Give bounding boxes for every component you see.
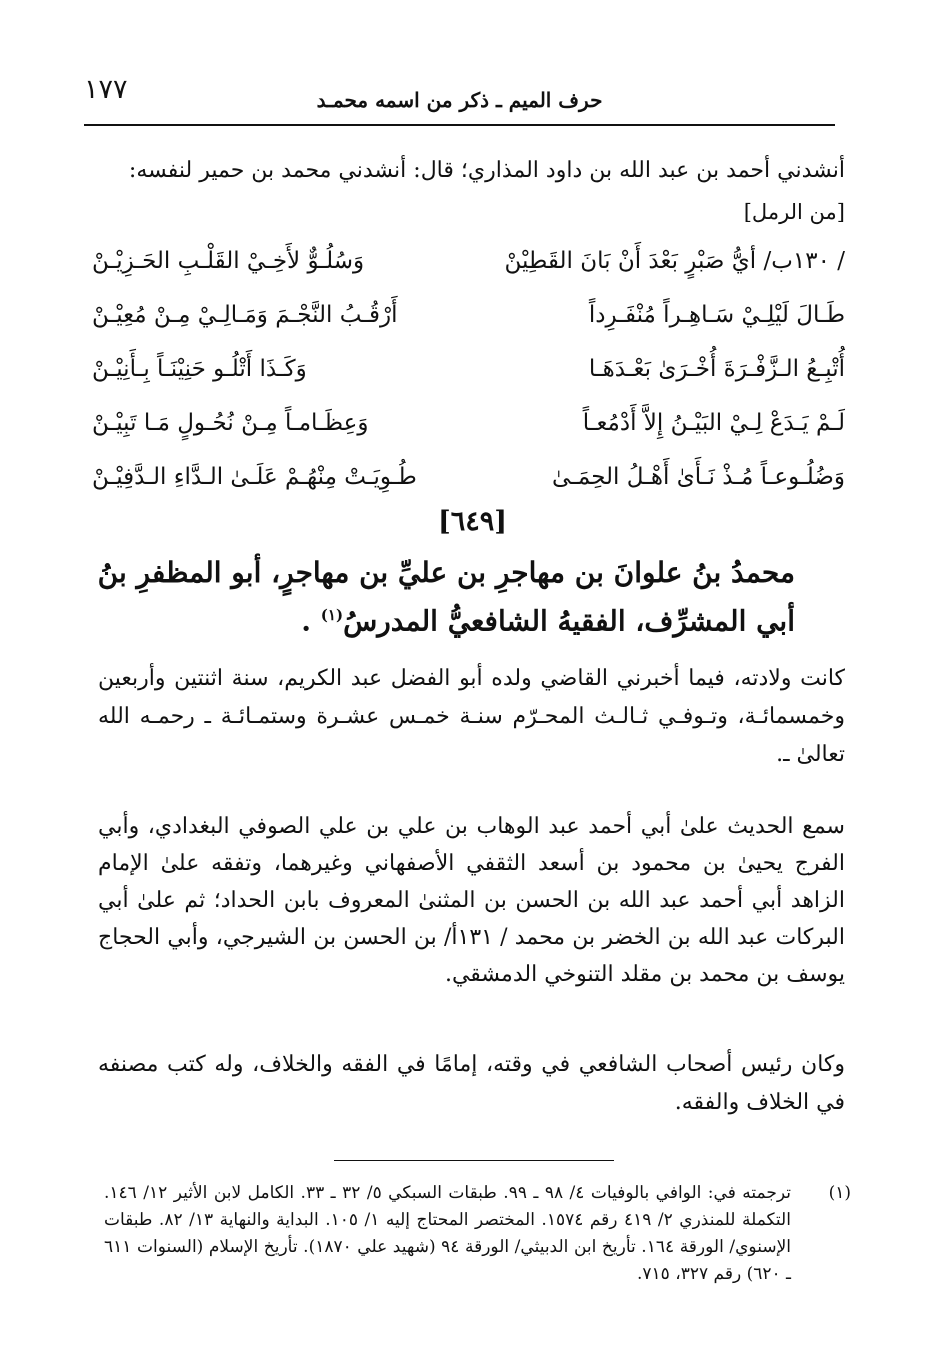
footnote-reference[interactable]: (١)	[320, 606, 344, 624]
footnote	[104, 1180, 851, 1288]
poem-hemistich-second: طُـوِيَـتْ مِنْهُـمْ عَلَـىٰ الـدَّاءِ الـدَّفِيْـنْ	[92, 464, 417, 490]
poem-hemistich-first: وَضُلُـوعـاً مُـذْ نَـأَىٰ أَهْـلُ الحِمَـىٰ	[552, 464, 845, 490]
poem-line	[92, 302, 845, 356]
poem-hemistich-second: أَرْقُـبُ النَّجْـمَ وَمَـالِـيْ مِـنْ مُعِيْـنْ	[92, 302, 398, 328]
header-divider	[84, 124, 835, 126]
poem	[92, 248, 845, 518]
poem-hemistich-first: لَـمْ يَـدَعْ لِـيْ البَيْـنُ إِلاَّ أَدْمُعـاً	[582, 410, 845, 436]
page-number: ١٧٧	[84, 74, 128, 105]
body-paragraph: وكان رئيس أصحاب الشافعي في وقته، إمامًا في الفقه والخلاف، وله كتب مصنفه في الخلاف والفقه.	[98, 1052, 845, 1115]
body-paragraph: كانت ولادته، فيما أخبرني القاضي ولده أبو الفضل عبد الكريم، سنة اثنتين وأربعين وخمسمائـة، وتـوفـي ثـالـث المحـرّم سنـة خمـس عشـرة وستمـائـة ـ رحمـه الله تعالىٰ ـ.	[98, 666, 845, 767]
poem-hemistich-first: / ١٣٠ب/ أيُّ صَبْرٍ بَعْدَ أَنْ بَانَ القَطِيْنْ	[504, 248, 845, 274]
entry-title-line	[140, 594, 795, 642]
poem-hemistich-first: طَـالَ لَيْلِـيْ سَـاهِـراً مُنْفَـرِداً	[588, 302, 845, 328]
entry-title-text: أبي المشرِّف، الفقيهُ الشافعيُّ المدرسُ	[343, 604, 795, 638]
footnote-marker: (١)	[828, 1183, 851, 1203]
footnotes	[104, 1180, 851, 1288]
footnote-text: ترجمته في: الوافي بالوفيات ٤/ ٩٨ ـ ٩٩. طبقات السبكي ٥/ ٣٢ ـ ٣٣. الكامل لابن الأثير ١٢/ ١٤٦. التكملة للمنذري ٢/ ٤١٩ رقم ١٥٧٤. المختصر المحتاج إليه ١/ ١٠٥. البداية والنهاية ١٣/ ٨٢. طبقات الإسنوي/ الورقة ١٦٤. تأريخ ابن الدبيثي/ الورقة ٩٤ (شهيد علي ١٨٧٠). تأريخ الإسلام (السنوات ٦١١ ـ ٦٢٠) رقم ٣٢٧، ٧١٥.	[104, 1183, 791, 1284]
body-paragraph: سمع الحديث علىٰ أبي أحمد عبد الوهاب بن علي بن علي الصوفي البغدادي، وأبي الفرج يحيىٰ بن محمود بن أسعد الثقفي الأصفهاني وغيرهما، وتفقه علىٰ الإمام الزاهد أبي أحمد عبد الله بن الحسن بن المثنىٰ المعروف بابن الحداد؛ ثم علىٰ أبي البركات عبد الله بن الخضر بن محمد / ١٣١أ/ بن الحسن بن الشيرجي، وأبي الحجاج يوسف بن محمد بن مقلد التنوخي الدمشقي.	[98, 814, 845, 987]
page-header	[84, 68, 835, 126]
entry-title-line: محمدُ بنُ علوانَ بن مهاجرِ بن عليِّ بن مهاجرٍ، أبو المظفرِ بنُ	[97, 556, 795, 589]
poem-hemistich-second: وَكَـذَا أَتْلُـو حَنِيْنَـاً بِـأَنِيْـنْ	[92, 356, 307, 382]
intro-text: أنشدني أحمد بن عبد الله بن داود المذاري؛ قال: أنشدني محمد بن حمير لنفسه:	[128, 158, 845, 183]
entry-number: [٦٤٩]	[437, 506, 508, 537]
entry-title-end: .	[301, 604, 321, 638]
running-head: حرف الميم ـ ذكر من اسمه محمـد	[316, 88, 603, 112]
poem-hemistich-second: وَسُلُـوٌّ لأَخِـيْ القَلْـبِ الحَـزِيْـنْ	[92, 248, 365, 274]
poem-hemistich-second: وَعِظَـامـاً مِـنْ نُحُـولٍ مَـا تَبِيْـنْ	[92, 410, 369, 436]
poem-line	[92, 248, 845, 302]
entry-title	[97, 552, 795, 642]
poem-meter: [من الرمل]	[743, 200, 845, 224]
poem-hemistich-first: أُتْبِـعُ الـزَّفْـرَةَ أُخْـرَىٰ بَعْـدَهَـا	[588, 356, 845, 382]
poem-line	[92, 410, 845, 464]
footnote-divider	[334, 1160, 614, 1161]
poem-line	[92, 356, 845, 410]
